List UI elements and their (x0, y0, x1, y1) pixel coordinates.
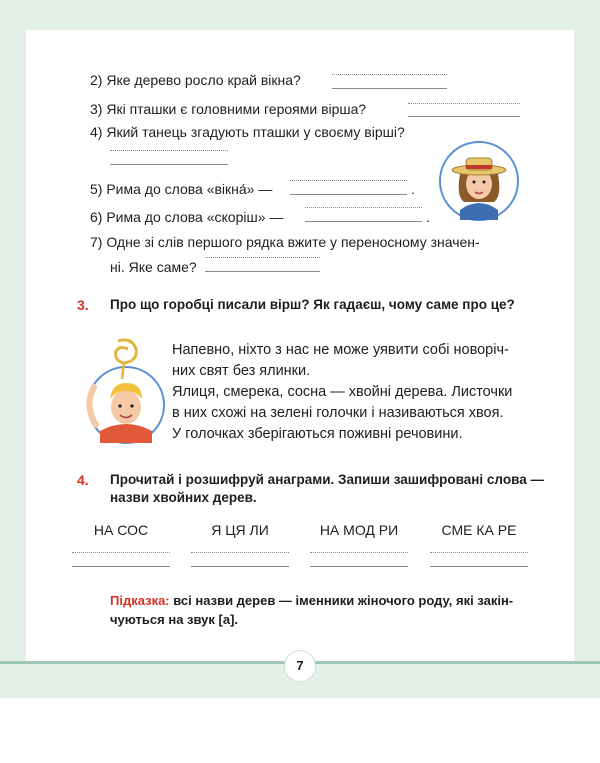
answer-guide-4a (110, 150, 228, 151)
answer-line-7[interactable] (205, 271, 320, 272)
anagram-3: НА МОД РИ (319, 522, 399, 538)
task-4-title-line1: Прочитай і розшифруй анаграми. Запиши зашифровані слова — (110, 472, 544, 487)
bottom-margin (0, 698, 600, 763)
answer-line-5[interactable] (290, 194, 407, 195)
anagram-guide-4 (430, 552, 528, 553)
answer-line-6[interactable] (305, 221, 422, 222)
question-3: 3) Які пташки є головними героями вірша? (90, 101, 367, 117)
page-frame-left (0, 0, 26, 700)
answer-line-2[interactable] (332, 88, 447, 89)
question-7-line2: ні. Яке саме? (110, 259, 197, 275)
question-5-end: . (411, 181, 415, 197)
hint-label: Підказка: (110, 593, 170, 608)
task-3-paragraph-line2: них свят без ялинки. (172, 363, 311, 379)
task-3-paragraph-line3: Ялиця, смерека, сосна — хвойні дерева. Листочки (172, 384, 513, 400)
anagram-answer-2[interactable] (191, 566, 289, 567)
anagram-guide-1 (72, 552, 170, 553)
anagram-answer-4[interactable] (430, 566, 528, 567)
boy-with-lightbulb-illustration (70, 335, 165, 445)
page-frame-top (0, 0, 600, 30)
question-2: 2) Яке дерево росло край вікна? (90, 72, 301, 88)
anagram-guide-3 (310, 552, 408, 553)
question-7-line1: 7) Одне зі слів першого рядка вжите у переносному значен- (90, 234, 480, 250)
anagram-1: НА СОС (93, 522, 149, 538)
answer-guide-5a (290, 180, 407, 181)
girl-with-hat-illustration (438, 140, 520, 222)
question-5: 5) Рима до слова «вікна́» — (90, 181, 273, 197)
hint-line1 (110, 593, 513, 608)
anagram-2: Я ЦЯ ЛИ (211, 522, 269, 538)
answer-line-4[interactable] (110, 164, 228, 165)
task-3-title: Про що горобці писали вірш? Як гадаєш, чому саме про це? (110, 297, 515, 312)
task-3-number: 3. (77, 297, 89, 313)
question-6: 6) Рима до слова «скоріш» — (90, 209, 284, 225)
anagram-guide-2 (191, 552, 289, 553)
hint-line2: чуються на звук [а]. (110, 612, 239, 627)
task-3-paragraph-line1: Напевно, ніхто з нас не може уявити собі новоріч- (172, 342, 509, 358)
answer-guide-6a (305, 207, 422, 208)
task-4-title-line2: назви хвойних дерев. (110, 490, 257, 505)
answer-guide-2a (332, 74, 447, 75)
hint-text: всі назви дерев — іменники жіночого роду, які закін- (169, 593, 514, 608)
answer-line-3[interactable] (408, 116, 520, 117)
question-6-end: . (426, 209, 430, 225)
page-frame-right (574, 0, 600, 700)
answer-guide-7a (205, 257, 320, 258)
question-4: 4) Який танець згадують пташки у своєму вірші? (90, 124, 405, 140)
anagram-answer-3[interactable] (310, 566, 408, 567)
answer-guide-3a (408, 103, 520, 104)
task-3-paragraph-line5: У голочках зберігаються поживні речовини. (172, 426, 463, 442)
anagram-answer-1[interactable] (72, 566, 170, 567)
task-3-paragraph-line4: в них схожі на зелені голочки і називаються хвоя. (172, 405, 504, 421)
task-4-number: 4. (77, 472, 89, 488)
page-number: 7 (284, 650, 316, 682)
anagram-4: СМЕ КА РЕ (441, 522, 517, 538)
